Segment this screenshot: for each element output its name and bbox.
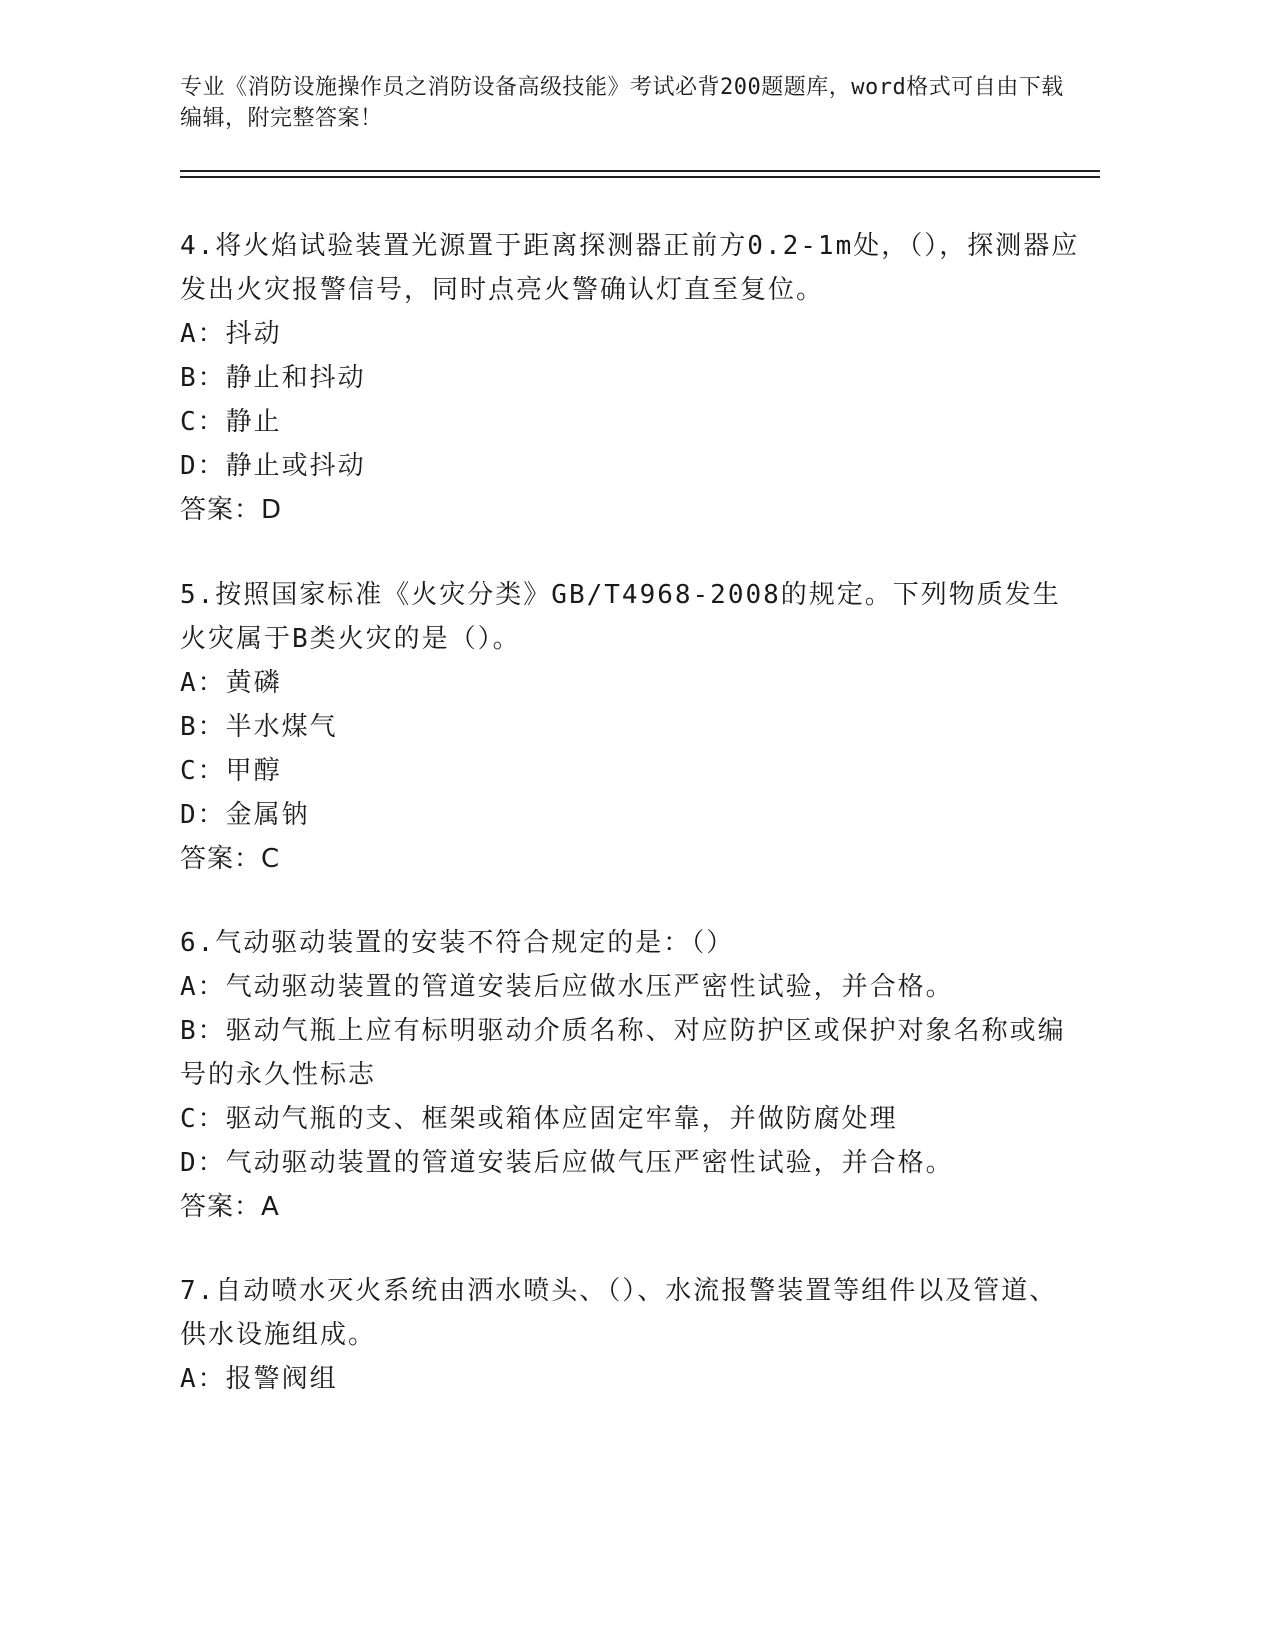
answer: 答案：D bbox=[180, 495, 283, 525]
option-d: D：气动驱动装置的管道安装后应做气压严密性试验，并合格。 bbox=[180, 1148, 954, 1178]
document-header: 专业《消防设施操作员之消防设备高级技能》考试必背200题题库，word格式可自由下载编辑，附完整答案！ bbox=[180, 75, 1064, 131]
header-divider-bottom bbox=[180, 176, 1100, 178]
question-6 bbox=[180, 921, 1080, 1229]
answer: 答案：A bbox=[180, 1192, 280, 1222]
option-a: A：报警阀组 bbox=[180, 1364, 338, 1394]
answer: 答案：C bbox=[180, 844, 281, 874]
option-b: B：静止和抖动 bbox=[180, 363, 366, 393]
option-b: B：驱动气瓶上应有标明驱动介质名称、对应防护区或保护对象名称或编号的永久性标志 bbox=[180, 1016, 1066, 1090]
option-d: D：静止或抖动 bbox=[180, 451, 366, 481]
header-divider-top bbox=[180, 170, 1100, 172]
question-stem: 5.按照国家标准《火灾分类》GB/T4968-2008的规定。下列物质发生火灾属于B类火灾的是（）。 bbox=[180, 580, 1061, 654]
question-stem: 7.自动喷水灭火系统由洒水喷头、（）、水流报警装置等组件以及管道、供水设施组成。 bbox=[180, 1276, 1058, 1350]
option-a: A：黄磷 bbox=[180, 668, 282, 698]
question-4 bbox=[180, 224, 1080, 532]
question-5 bbox=[180, 573, 1080, 881]
option-c: C：驱动气瓶的支、框架或箱体应固定牢靠，并做防腐处理 bbox=[180, 1104, 898, 1134]
option-c: C：静止 bbox=[180, 407, 282, 437]
question-stem: 4.将火焰试验装置光源置于距离探测器正前方0.2-1m处，（），探测器应发出火灾报警信号，同时点亮火警确认灯直至复位。 bbox=[180, 231, 1080, 305]
option-c: C：甲醇 bbox=[180, 756, 282, 786]
option-b: B：半水煤气 bbox=[180, 712, 338, 742]
option-d: D：金属钠 bbox=[180, 800, 310, 830]
option-a: A：抖动 bbox=[180, 319, 282, 349]
question-7 bbox=[180, 1269, 1080, 1401]
question-stem: 6.气动驱动装置的安装不符合规定的是：（） bbox=[180, 928, 735, 958]
option-a: A：气动驱动装置的管道安装后应做水压严密性试验，并合格。 bbox=[180, 972, 954, 1002]
